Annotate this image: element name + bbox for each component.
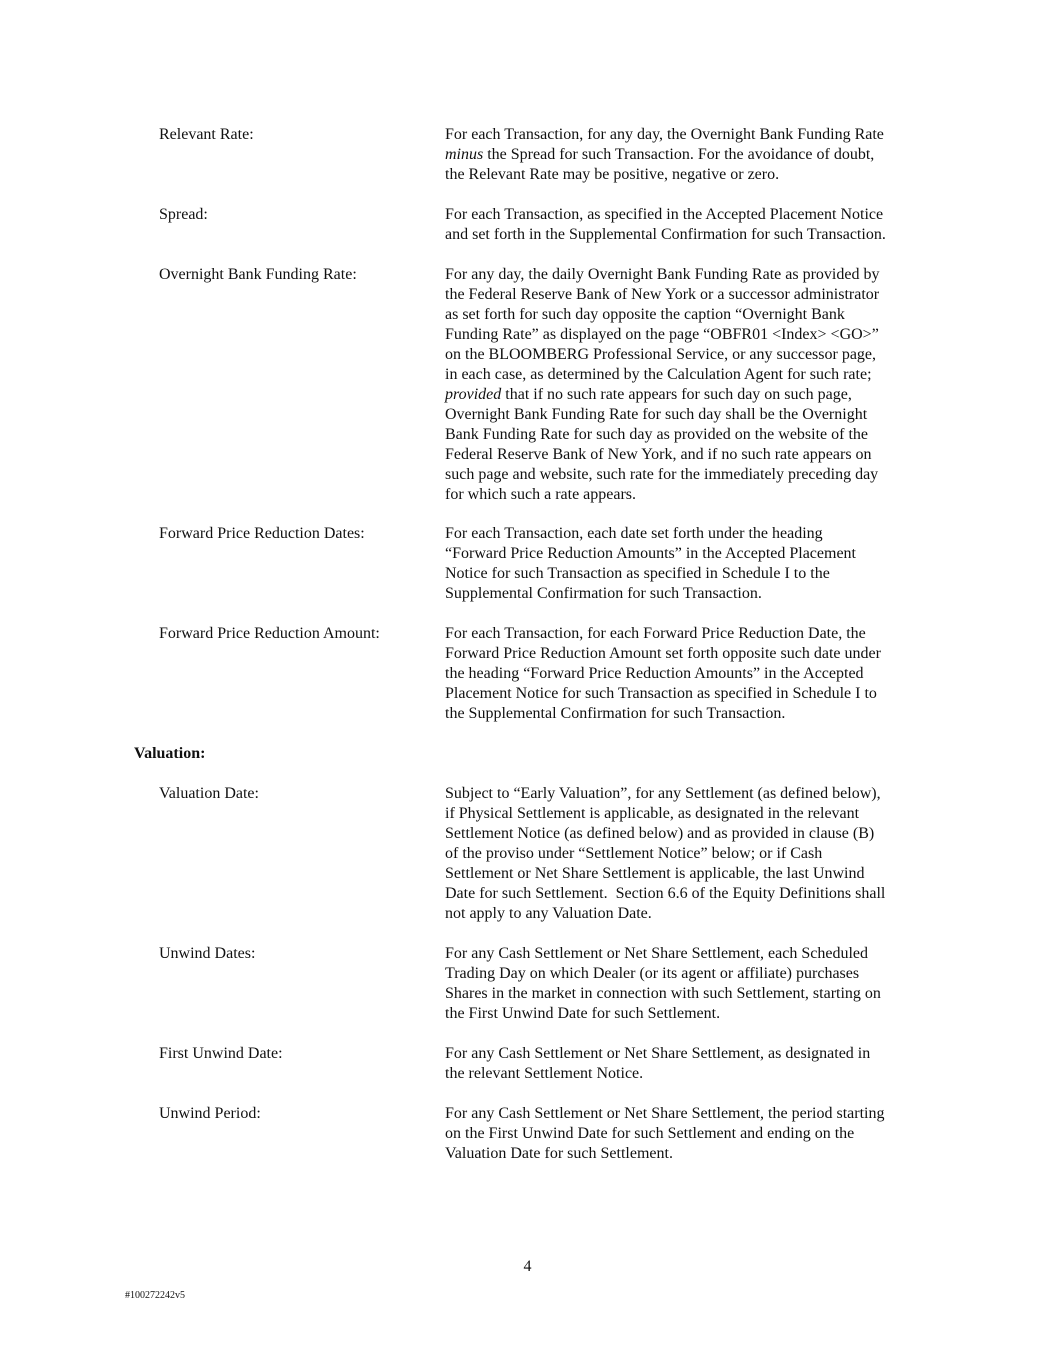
definition-line: Valuation Date for such Settlement. bbox=[445, 1145, 673, 1162]
definition-line: For any Cash Settlement or Net Share Settlement, the period starting bbox=[445, 1105, 885, 1122]
term-definition bbox=[445, 265, 925, 505]
definition-line: Trading Day on which Dealer (or its agent or affiliate) purchases bbox=[445, 965, 860, 982]
definition-line: For each Transaction, for any day, the Overnight Bank Funding Rate bbox=[445, 126, 884, 143]
definition-line: For each Transaction, as specified in the Accepted Placement Notice bbox=[445, 206, 884, 223]
definition-line: For each Transaction, each date set forth under the heading bbox=[445, 525, 823, 542]
term-definition bbox=[445, 524, 925, 604]
definition-line: the First Unwind Date for such Settlement. bbox=[445, 1005, 721, 1022]
term-label: Relevant Rate: bbox=[159, 126, 254, 143]
italic-term: provided bbox=[445, 386, 502, 403]
definition-line bbox=[445, 385, 925, 405]
definition-line bbox=[445, 145, 925, 165]
term-definition bbox=[445, 125, 925, 185]
definition-line: if Physical Settlement is applicable, as designated in the relevant bbox=[445, 805, 860, 822]
line-rest: that if no such rate appears for such day on such page, bbox=[501, 386, 852, 403]
definition-line: For any day, the daily Overnight Bank Funding Rate as provided by bbox=[445, 266, 880, 283]
definition-line: Overnight Bank Funding Rate for such day shall be the Overnight bbox=[445, 406, 868, 423]
definition-line: Forward Price Reduction Amount set forth opposite such date under bbox=[445, 645, 881, 662]
definition-line: For any Cash Settlement or Net Share Settlement, each Scheduled bbox=[445, 945, 868, 962]
definition-line: on the First Unwind Date for such Settlement and ending on the bbox=[445, 1125, 855, 1142]
definition-line: such page and website, such rate for the immediately preceding day bbox=[445, 466, 879, 483]
definition-line: Settlement Notice (as defined below) and as provided in clause (B) bbox=[445, 825, 875, 842]
definition-line: for which such a rate appears. bbox=[445, 486, 637, 503]
definition-line: Bank Funding Rate for such day as provided on the website of the bbox=[445, 426, 869, 443]
definition-line: not apply to any Valuation Date. bbox=[445, 905, 652, 922]
document-id: #100272242v5 bbox=[125, 1290, 185, 1301]
definition-line: Supplemental Confirmation for such Transaction. bbox=[445, 585, 762, 602]
definition-line: Funding Rate” as displayed on the page “OBFR01 <Index> <GO>” bbox=[445, 326, 879, 343]
definition-line: the heading “Forward Price Reduction Amounts” in the Accepted bbox=[445, 665, 864, 682]
definition-line: Placement Notice for such Transaction as specified in Schedule I to bbox=[445, 685, 877, 702]
term-definition bbox=[445, 1044, 925, 1084]
definition-line: Date for such Settlement. Section 6.6 of the Equity Definitions shall bbox=[445, 885, 886, 902]
definition-line: Settlement or Net Share Settlement is applicable, the last Unwind bbox=[445, 865, 865, 882]
definition-line: and set forth in the Supplemental Confirmation for such Transaction. bbox=[445, 226, 886, 243]
term-label: Spread: bbox=[159, 206, 208, 223]
italic-term: minus bbox=[445, 146, 484, 163]
term-label: First Unwind Date: bbox=[159, 1045, 283, 1062]
definition-line: For any Cash Settlement or Net Share Settlement, as designated in bbox=[445, 1045, 871, 1062]
term-label: Unwind Period: bbox=[159, 1105, 261, 1122]
section-heading-valuation: Valuation: bbox=[134, 745, 206, 762]
definition-line: “Forward Price Reduction Amounts” in the Accepted Placement bbox=[445, 545, 856, 562]
definition-line: the Federal Reserve Bank of New York or a successor administrator bbox=[445, 286, 880, 303]
term-label: Overnight Bank Funding Rate: bbox=[159, 266, 357, 283]
definition-line: on the BLOOMBERG Professional Service, or any successor page, bbox=[445, 346, 877, 363]
term-definition bbox=[445, 624, 925, 724]
term-label: Forward Price Reduction Amount: bbox=[159, 625, 380, 642]
term-label: Valuation Date: bbox=[159, 785, 259, 802]
line-rest: the Spread for such Transaction. For the avoidance of doubt, bbox=[483, 146, 875, 163]
definition-line: Federal Reserve Bank of New York, and if no such rate appears on bbox=[445, 446, 872, 463]
definition-line: the Relevant Rate may be positive, negative or zero. bbox=[445, 166, 780, 183]
term-definition bbox=[445, 205, 925, 245]
term-label: Unwind Dates: bbox=[159, 945, 256, 962]
definition-line: the Supplemental Confirmation for such Transaction. bbox=[445, 705, 786, 722]
definition-line: Subject to “Early Valuation”, for any Settlement (as defined below), bbox=[445, 785, 881, 802]
definition-line: the relevant Settlement Notice. bbox=[445, 1065, 644, 1082]
definition-line: of the proviso under “Settlement Notice” below; or if Cash bbox=[445, 845, 823, 862]
term-definition bbox=[445, 1104, 925, 1164]
definition-line: Notice for such Transaction as specified in Schedule I to the bbox=[445, 565, 830, 582]
definition-line: For each Transaction, for each Forward Price Reduction Date, the bbox=[445, 625, 866, 642]
definition-line: Shares in the market in connection with such Settlement, starting on bbox=[445, 985, 881, 1002]
page-number: 4 bbox=[523, 1258, 532, 1275]
term-definition bbox=[445, 944, 925, 1024]
term-label: Forward Price Reduction Dates: bbox=[159, 525, 365, 542]
definition-line: in each case, as determined by the Calculation Agent for such rate; bbox=[445, 366, 872, 383]
term-definition bbox=[445, 784, 925, 924]
definition-line: as set forth for such day opposite the caption “Overnight Bank bbox=[445, 306, 845, 323]
